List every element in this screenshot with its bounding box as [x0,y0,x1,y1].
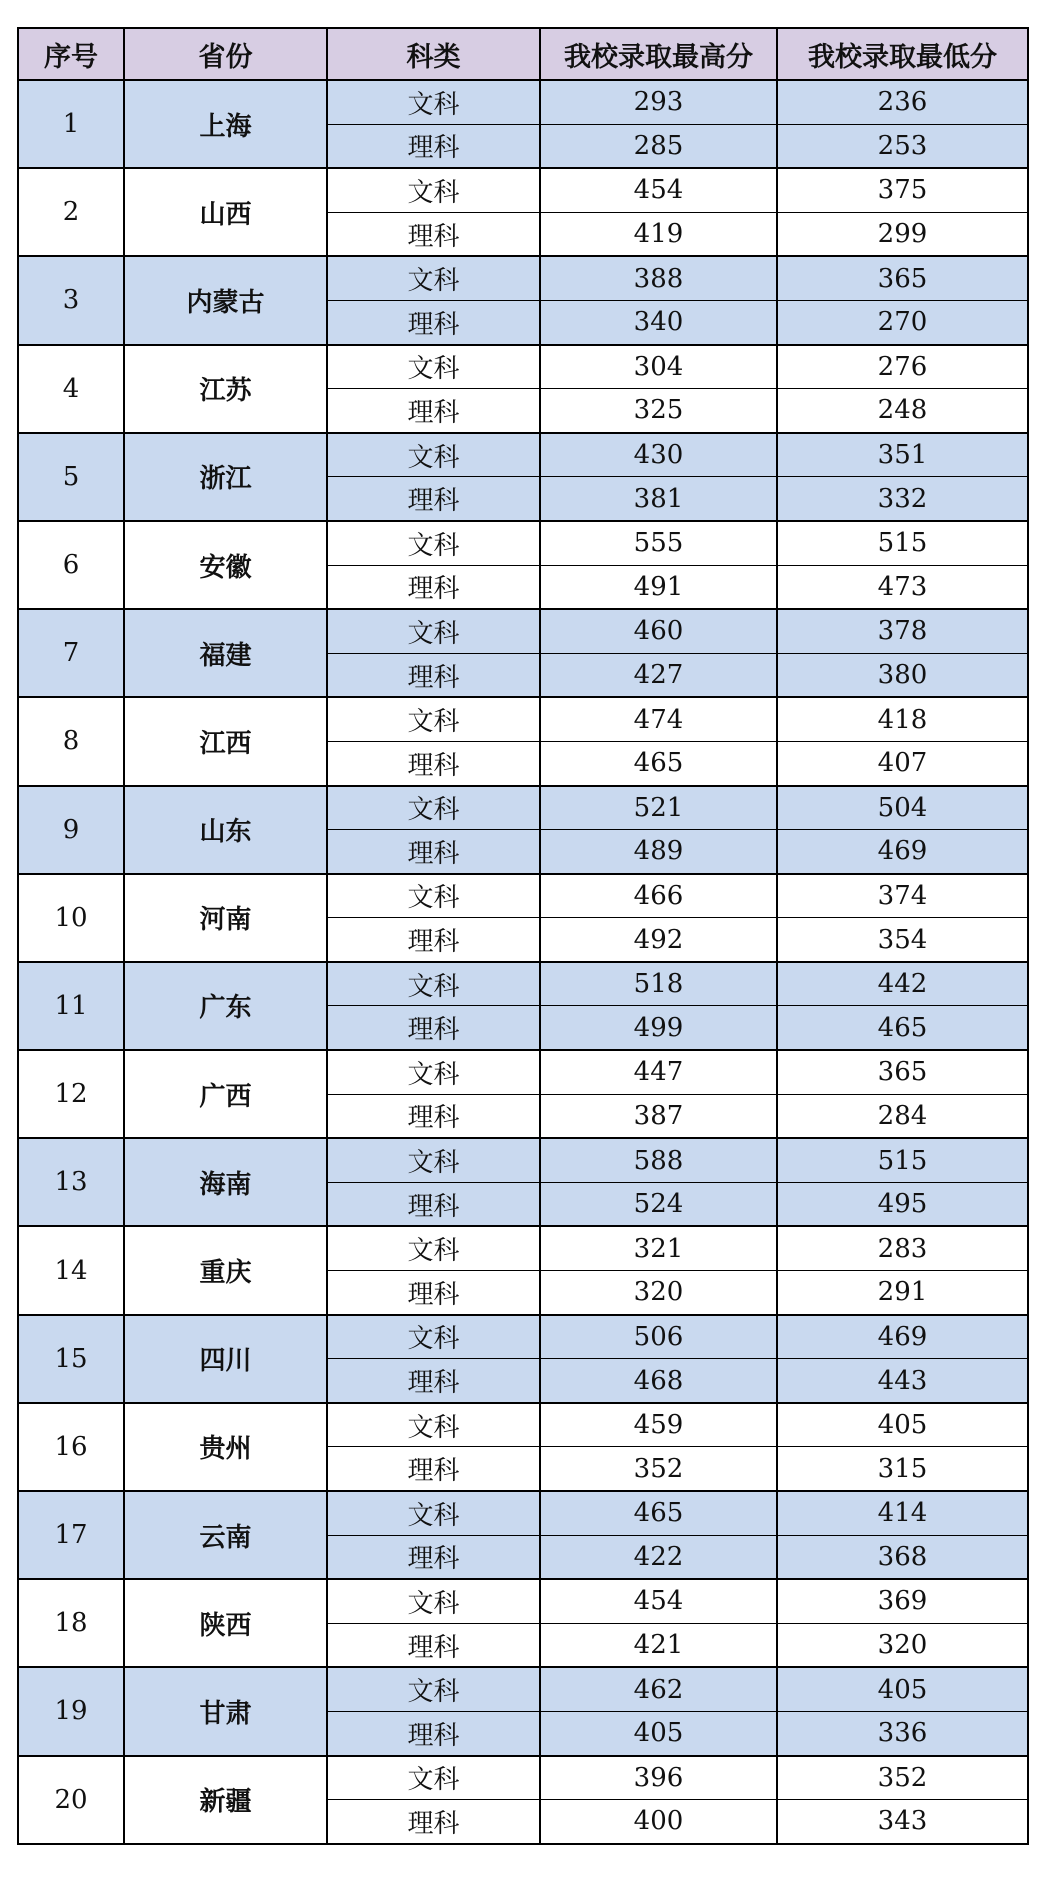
min-score-cell: 352 [777,1756,1028,1800]
track-type-cell: 理科 [327,741,540,785]
max-score-cell: 400 [540,1800,777,1844]
max-score-cell: 430 [540,433,777,477]
row-index-cell: 19 [18,1667,124,1755]
min-score-cell: 443 [777,1359,1028,1403]
track-type-cell: 理科 [327,653,540,697]
track-type-cell: 文科 [327,1491,540,1535]
min-score-cell: 236 [777,80,1028,124]
province-cell: 江苏 [124,345,327,433]
max-score-cell: 468 [540,1359,777,1403]
track-type-cell: 理科 [327,1094,540,1138]
track-type-cell: 文科 [327,1050,540,1094]
header-track: 科类 [327,28,540,80]
track-type-cell: 理科 [327,1623,540,1667]
max-score-cell: 465 [540,1491,777,1535]
row-index-cell: 3 [18,256,124,344]
min-score-cell: 442 [777,962,1028,1006]
max-score-cell: 321 [540,1226,777,1270]
min-score-cell: 414 [777,1491,1028,1535]
max-score-cell: 521 [540,786,777,830]
max-score-cell: 474 [540,697,777,741]
province-cell: 福建 [124,609,327,697]
min-score-cell: 365 [777,1050,1028,1094]
track-type-cell: 文科 [327,874,540,918]
max-score-cell: 396 [540,1756,777,1800]
min-score-cell: 469 [777,830,1028,874]
track-type-cell: 文科 [327,962,540,1006]
track-type-cell: 理科 [327,300,540,344]
province-cell: 重庆 [124,1226,327,1314]
track-type-cell: 文科 [327,521,540,565]
table-row [18,1579,1028,1623]
province-cell: 浙江 [124,433,327,521]
table-row [18,1315,1028,1359]
table-row [18,80,1028,124]
row-index-cell: 11 [18,962,124,1050]
row-index-cell: 7 [18,609,124,697]
min-score-cell: 332 [777,477,1028,521]
min-score-cell: 405 [777,1403,1028,1447]
track-type-cell: 理科 [327,1359,540,1403]
max-score-cell: 387 [540,1094,777,1138]
admission-score-table [17,27,1029,1845]
max-score-cell: 421 [540,1623,777,1667]
track-type-cell: 文科 [327,256,540,300]
max-score-cell: 304 [540,345,777,389]
max-score-cell: 352 [540,1447,777,1491]
max-score-cell: 492 [540,918,777,962]
table-header [18,28,1028,80]
track-type-cell: 文科 [327,1667,540,1711]
min-score-cell: 365 [777,256,1028,300]
table-row [18,521,1028,565]
max-score-cell: 427 [540,653,777,697]
min-score-cell: 504 [777,786,1028,830]
province-cell: 新疆 [124,1756,327,1844]
min-score-cell: 405 [777,1667,1028,1711]
row-index-cell: 9 [18,786,124,874]
max-score-cell: 506 [540,1315,777,1359]
province-cell: 海南 [124,1138,327,1226]
row-index-cell: 10 [18,874,124,962]
max-score-cell: 499 [540,1006,777,1050]
table-row [18,345,1028,389]
track-type-cell: 文科 [327,1579,540,1623]
track-type-cell: 文科 [327,80,540,124]
table-row [18,1050,1028,1094]
track-type-cell: 文科 [327,1315,540,1359]
table-row [18,1667,1028,1711]
row-index-cell: 12 [18,1050,124,1138]
header-index: 序号 [18,28,124,80]
min-score-cell: 369 [777,1579,1028,1623]
track-type-cell: 文科 [327,433,540,477]
min-score-cell: 248 [777,389,1028,433]
max-score-cell: 489 [540,830,777,874]
row-index-cell: 13 [18,1138,124,1226]
track-type-cell: 理科 [327,1006,540,1050]
province-cell: 安徽 [124,521,327,609]
max-score-cell: 462 [540,1667,777,1711]
track-type-cell: 文科 [327,1138,540,1182]
table-row [18,1138,1028,1182]
min-score-cell: 465 [777,1006,1028,1050]
header-max-score: 我校录取最高分 [540,28,777,80]
min-score-cell: 418 [777,697,1028,741]
track-type-cell: 文科 [327,1226,540,1270]
track-type-cell: 文科 [327,1756,540,1800]
max-score-cell: 459 [540,1403,777,1447]
min-score-cell: 270 [777,300,1028,344]
track-type-cell: 理科 [327,1800,540,1844]
table-row [18,609,1028,653]
track-type-cell: 文科 [327,786,540,830]
row-index-cell: 8 [18,697,124,785]
max-score-cell: 465 [540,741,777,785]
min-score-cell: 515 [777,521,1028,565]
row-index-cell: 1 [18,80,124,168]
track-type-cell: 理科 [327,1535,540,1579]
table-row [18,1403,1028,1447]
province-cell: 山东 [124,786,327,874]
max-score-cell: 454 [540,168,777,212]
max-score-cell: 466 [540,874,777,918]
min-score-cell: 276 [777,345,1028,389]
row-index-cell: 14 [18,1226,124,1314]
track-type-cell: 文科 [327,1403,540,1447]
min-score-cell: 473 [777,565,1028,609]
table-row [18,1491,1028,1535]
province-cell: 云南 [124,1491,327,1579]
track-type-cell: 文科 [327,168,540,212]
min-score-cell: 407 [777,741,1028,785]
track-type-cell: 文科 [327,609,540,653]
max-score-cell: 491 [540,565,777,609]
max-score-cell: 588 [540,1138,777,1182]
min-score-cell: 469 [777,1315,1028,1359]
track-type-cell: 理科 [327,389,540,433]
max-score-cell: 405 [540,1711,777,1755]
min-score-cell: 291 [777,1271,1028,1315]
row-index-cell: 17 [18,1491,124,1579]
max-score-cell: 460 [540,609,777,653]
province-cell: 广东 [124,962,327,1050]
table-row [18,256,1028,300]
province-cell: 内蒙古 [124,256,327,344]
max-score-cell: 422 [540,1535,777,1579]
min-score-cell: 368 [777,1535,1028,1579]
max-score-cell: 293 [540,80,777,124]
row-index-cell: 5 [18,433,124,521]
header-province: 省份 [124,28,327,80]
table-row [18,786,1028,830]
min-score-cell: 515 [777,1138,1028,1182]
min-score-cell: 380 [777,653,1028,697]
min-score-cell: 354 [777,918,1028,962]
row-index-cell: 20 [18,1756,124,1844]
row-index-cell: 2 [18,168,124,256]
province-cell: 江西 [124,697,327,785]
max-score-cell: 325 [540,389,777,433]
table-row [18,697,1028,741]
province-cell: 四川 [124,1315,327,1403]
track-type-cell: 理科 [327,1711,540,1755]
track-type-cell: 理科 [327,1447,540,1491]
track-type-cell: 理科 [327,918,540,962]
table-row [18,1226,1028,1270]
max-score-cell: 555 [540,521,777,565]
table-row [18,874,1028,918]
row-index-cell: 15 [18,1315,124,1403]
table-body [18,80,1028,1844]
min-score-cell: 378 [777,609,1028,653]
table-row [18,962,1028,1006]
province-cell: 贵州 [124,1403,327,1491]
track-type-cell: 理科 [327,124,540,168]
min-score-cell: 374 [777,874,1028,918]
min-score-cell: 495 [777,1182,1028,1226]
max-score-cell: 388 [540,256,777,300]
max-score-cell: 320 [540,1271,777,1315]
min-score-cell: 283 [777,1226,1028,1270]
province-cell: 甘肃 [124,1667,327,1755]
min-score-cell: 315 [777,1447,1028,1491]
track-type-cell: 文科 [327,345,540,389]
max-score-cell: 447 [540,1050,777,1094]
max-score-cell: 419 [540,212,777,256]
min-score-cell: 336 [777,1711,1028,1755]
min-score-cell: 253 [777,124,1028,168]
row-index-cell: 16 [18,1403,124,1491]
max-score-cell: 285 [540,124,777,168]
max-score-cell: 340 [540,300,777,344]
track-type-cell: 理科 [327,1182,540,1226]
min-score-cell: 343 [777,1800,1028,1844]
table-row [18,168,1028,212]
header-row [18,28,1028,80]
max-score-cell: 524 [540,1182,777,1226]
province-cell: 陕西 [124,1579,327,1667]
max-score-cell: 518 [540,962,777,1006]
max-score-cell: 454 [540,1579,777,1623]
track-type-cell: 理科 [327,830,540,874]
min-score-cell: 320 [777,1623,1028,1667]
track-type-cell: 理科 [327,477,540,521]
province-cell: 山西 [124,168,327,256]
track-type-cell: 理科 [327,1271,540,1315]
province-cell: 河南 [124,874,327,962]
min-score-cell: 351 [777,433,1028,477]
max-score-cell: 381 [540,477,777,521]
table-row [18,1756,1028,1800]
min-score-cell: 284 [777,1094,1028,1138]
table-row [18,433,1028,477]
header-min-score: 我校录取最低分 [777,28,1028,80]
track-type-cell: 理科 [327,212,540,256]
min-score-cell: 299 [777,212,1028,256]
track-type-cell: 文科 [327,697,540,741]
row-index-cell: 6 [18,521,124,609]
row-index-cell: 4 [18,345,124,433]
province-cell: 上海 [124,80,327,168]
row-index-cell: 18 [18,1579,124,1667]
track-type-cell: 理科 [327,565,540,609]
min-score-cell: 375 [777,168,1028,212]
province-cell: 广西 [124,1050,327,1138]
